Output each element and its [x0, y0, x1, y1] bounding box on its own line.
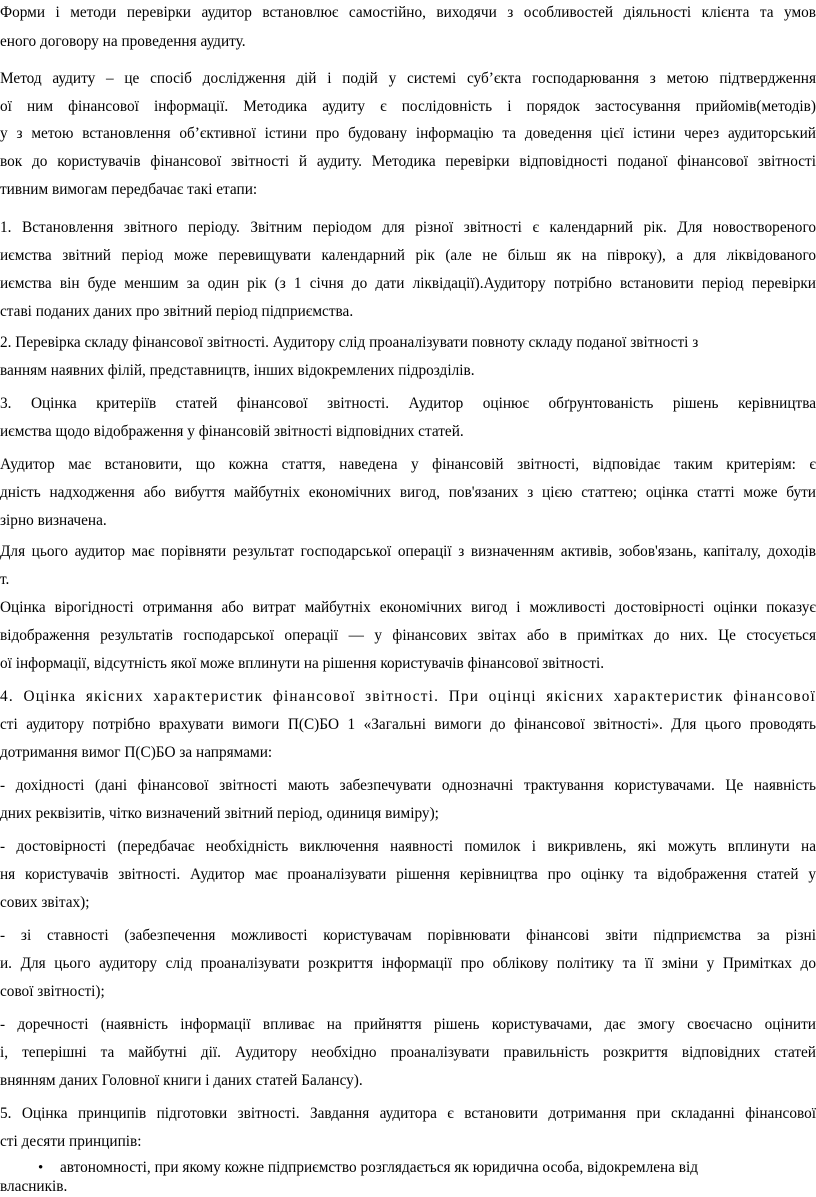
paragraph-method-line-2: ої ним фінансової інформації. Методика аудиту є послідовність і порядок застосування прийомів(методів): [0, 98, 816, 115]
dorechnosti-line-3: внянням даних Головної книги і даних статей Балансу).: [0, 1072, 363, 1089]
step-1-line-3: иємства він буде меншим за один рік (з 1 січня до дати ліквідації).Аудитору потрібно встановити період перевірки: [0, 275, 816, 292]
step-3-line-1: 3. Оцінка критеріїв статей фінансової звітності. Аудитор оцінює обґрунтованість рішень керівництва: [0, 395, 816, 412]
step-5-line-1: 5. Оцінка принципів підготовки звітності. Завдання аудитора є встановити дотримання при складанні фінансової: [0, 1105, 816, 1122]
paragraph-method-line-3: у з метою встановлення об’єктивної істини про будовану інформацію та доведення цієї істини через аудиторський: [0, 125, 816, 142]
paragraph-method-line-1: Метод аудиту – це спосіб дослідження дій і подій у системі суб’єкта господарювання з метою підтвердження: [0, 70, 816, 87]
criteria-line-3: зірно визначена.: [0, 512, 107, 529]
dostovirnosti-line-2: ня користувачів звітності. Аудитор має проаналізувати рішення керівництва про оцінку та відображення статей у: [0, 866, 816, 883]
step-5-line-2: сті десяти принципів:: [0, 1133, 142, 1150]
step-3-line-2: иємства щодо відображення у фінансовій звітності відповідних статей.: [0, 423, 464, 440]
paragraph-method-line-5: тивним вимогам передбачає такі етапи:: [0, 181, 258, 198]
dostovirnosti-line-1: - достовірності (передбачає необхідність виключення наявності помилок і викривлень, які можуть вплинути на: [0, 838, 816, 855]
dostovirnosti-line-3: сових звітах);: [0, 894, 90, 911]
step-2-line-2: ванням наявних філій, представництв, інших відокремлених підрозділів.: [0, 362, 475, 379]
step-4-line-1: 4. Оцінка якісних характеристик фінансової звітності. При оцінці якісних характеристик фінансової: [0, 688, 816, 705]
probability-line-3: ої інформації, відсутність якої може вплинути на рішення користувачів фінансової звітності.: [0, 655, 605, 672]
stavnosti-line-1: - зі ставності (забезпечення можливості користувачам порівнювати фінансові звіти підприємства за різні: [0, 927, 816, 944]
compare-line-1: Для цього аудитор має порівняти результат господарської операції з визначенням активів, зобов'язань, капіталу, доходів: [0, 543, 816, 560]
step-1-line-1: 1. Встановлення звітного періоду. Звітним періодом для різної звітності є календарний рік. Для новоствореного: [0, 219, 816, 236]
bullet-icon: •: [38, 1160, 44, 1176]
criteria-line-1: Аудитор має встановити, що кожна стаття, наведена у фінансовій звітності, відповідає таким критеріям: є: [0, 456, 816, 473]
step-4-line-2: сті аудитору потрібно врахувати вимоги П(С)БО 1 «Загальні вимоги до фінансової звітності». Для цього проводять: [0, 716, 816, 733]
step-2-line-1: 2. Перевірка складу фінансової звітності. Аудитору слід проаналізувати повноту складу поданої звітності з: [0, 334, 699, 351]
criteria-line-2: дність надходження або вибуття майбутніх економічних вигод, пов'язаних з цією статтею; оцінка статті може бути: [0, 484, 816, 501]
stavnosti-line-3: сової звітності);: [0, 983, 105, 1000]
probability-line-1: Оцінка вірогідності отримання або витрат майбутніх економічних вигод і можливості достовірності оцінки показує: [0, 599, 816, 616]
step-4-line-3: дотримання вимог П(С)БО за напрямами:: [0, 744, 273, 761]
dohidnosti-line-2: дних реквізитів, чітко визначений звітний період, одиниця виміру);: [0, 805, 439, 822]
paragraph-intro-line-2: еного договору на проведення аудиту.: [0, 33, 246, 50]
paragraph-intro-line-1: Форми і методи перевірки аудитор встановлює самостійно, виходячи з особливостей діяльності клієнта та умов: [0, 4, 816, 21]
principle-autonomy-line-1: автономності, при якому кожне підприємство розглядається як юридична особа, відокремлена від: [60, 1159, 699, 1176]
compare-line-2: т.: [0, 571, 10, 588]
paragraph-method-line-4: вок до користувачів фінансової звітності й аудиту. Методика перевірки відповідності поданої фінансової звітності: [0, 153, 816, 170]
probability-line-2: відображення результатів господарської операції — у фінансових звітах або в примітках до них. Це стосується: [0, 627, 816, 644]
stavnosti-line-2: и. Для цього аудитору слід проаналізувати розкриття інформації про облікову політику та її зміни у Примітках до: [0, 955, 816, 972]
step-1-line-4: ставі поданих даних про звітний період підприємства.: [0, 303, 354, 320]
dorechnosti-line-2: і, теперішні та майбутні дії. Аудитору необхідно проаналізувати правильність розкриття відповідних статей: [0, 1044, 816, 1061]
dorechnosti-line-1: - доречності (наявність інформації впливає на прийняття рішень користувачами, дає змогу своєчасно оцінити: [0, 1016, 816, 1033]
principle-autonomy-line-2: власників.: [0, 1178, 68, 1195]
step-1-line-2: иємства звітний період може перевищувати календарний рік (але не більш як на півроку), а для ліквідованого: [0, 247, 816, 264]
dohidnosti-line-1: - дохідності (дані фінансової звітності мають забезпечувати однозначні трактування користувачами. Це наявність: [0, 777, 816, 794]
